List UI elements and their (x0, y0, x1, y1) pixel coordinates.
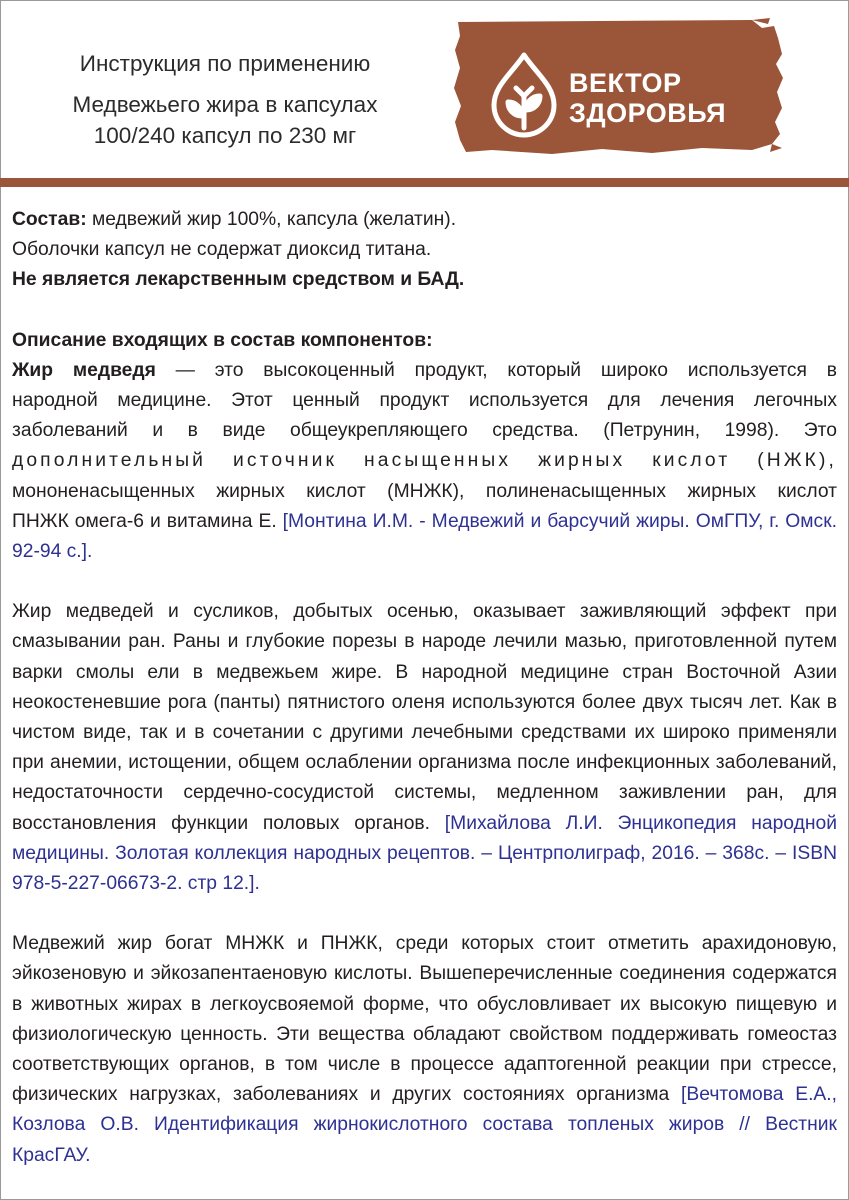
reference-vechtomova: [Вечтомова Е.А., Козлова О.В. Идентификация жирнокислотного состава топленых жиров // Вестник КрасГАУ. (12, 1084, 838, 1166)
capsule-note: Оболочки капсул не содержат диоксид титана. (12, 239, 432, 261)
p1-line-1: Жир медведя — это высокоценный продукт, который широко используется в (12, 359, 838, 381)
paragraph-wound-healing: Жир медведей и сусликов, добытых осенью, оказывает заживляющий эффект при смазывании ран. Раны и глубокие порезы в народе лечили мазью, приготовленной путем варки смолы ели в медвежьем жире. В народной медицине стран Восточной Азии неокостеневшие рога (панты) пятнистого оленя используются более двух тысяч лет. Как в чистом виде, так и в сочетании с другими лечебными средствами их широко применяли при анемии, истощении, общем ослаблении организма после инфекционных заболеваний, недостаточности сердечно-сосудистой системы, медленном заживлении ран, для восстановления функции половых органов. [Михайлова Л.И. Энцикопедия народной медицины. Золотая коллекция народных рецептов. – Центрполиграф, 2016. – 368с. – ISBN 978-5-227-06673-2. стр 12.]. (12, 601, 838, 895)
p1-line-5: мононенасыщенных жирных кислот (МНЖК), полиненасыщенных жирных кислот (12, 480, 837, 502)
title-line-2: Медвежьего жира в капсулах (72, 92, 378, 117)
header-divider (0, 178, 849, 187)
paragraph-bear-fat (12, 356, 837, 567)
document-header (0, 0, 849, 178)
document-body (12, 205, 837, 1171)
reference-montina: [Монтина И.М. - Медвежий и барсучий жиры. ОмГПУ, г. Омск. 92-94 с.]. (12, 510, 837, 563)
not-a-medicine-warning: Не является лекарственным средством и БАД. (12, 269, 465, 291)
logo-line-2: ЗДОРОВЬЯ (569, 98, 727, 128)
p1-line-6: ПНЖК омега-6 и витамина Е. [Монтина И.М. - Медвежий и барсучий жиры. ОмГПУ, г. Омск. 92-94 с.]. (12, 510, 837, 563)
p1-line-2: народной медицине. Этот ценный продукт используется для лечения легочных (12, 390, 837, 412)
logo-text (569, 68, 726, 128)
page-title (30, 48, 420, 151)
composition-label: Состав: (12, 209, 87, 230)
p1-line-4: дополнительный источник насыщенных жирных кислот (НЖК), (12, 450, 837, 472)
composition-text: медвежий жир 100%, капсула (желатин). (86, 209, 457, 230)
paragraph-fatty-acids: Медвежий жир богат МНЖК и ПНЖК, среди которых стоит отметить арахидоновую, эйкозеновую и эйкозапентаеновую кислоты. Вышеперечисленные соединения содержатся в животных жирах в легкоусвояемой форме, что обусловливает их высокую пищевую и физиологическую ценность. Эти вещества обладают свойством поддерживать гомеостаз соответствующих органов, в том числе в процессе адаптогенной реакции при стрессе, физических нагрузках, заболеваниях и других состояниях организма [Вечтомова Е.А., Козлова О.В. Идентификация жирнокислотного состава топленых жиров // Вестник КрасГАУ. (12, 933, 838, 1166)
reference-mikhailova: [Михайлова Л.И. Энцикопедия народной медицины. Золотая коллекция народных рецептов. – Центрполиграф, 2016. – 368с. – ISBN 978-5-227-06673-2. стр 12.]. (12, 812, 838, 895)
logo-line-1: ВЕКТОР (569, 68, 682, 98)
composition-line (12, 205, 837, 235)
components-heading: Описание входящих в состав компонентов: (12, 329, 433, 351)
brand-logo (452, 18, 785, 156)
title-line-1: Инструкция по применению (79, 51, 371, 76)
p1-line-3: заболеваний и в виде общеукрепляющего средства. (Петрунин, 1998). Это (12, 420, 837, 442)
bear-fat-term: Жир медведя (12, 359, 156, 381)
title-line-3: 100/240 капсул по 230 мг (93, 123, 357, 148)
